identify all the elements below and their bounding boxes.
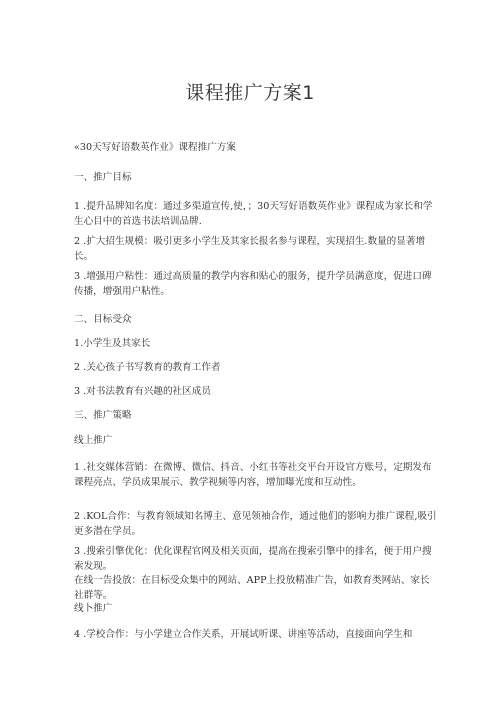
section-heading: [74, 313, 438, 328]
paragraph: 3 .增强用户粘性：通过高质量的教学内容和贴心的服务，提升学员满意度，促进口碑传播，增强用户粘性。: [74, 271, 432, 297]
paragraph: 3 .对书法教育有兴趣的社区成员: [74, 386, 211, 397]
section-heading: [74, 171, 438, 186]
paragraph: «30天写好语数英作业》课程推广方案: [74, 142, 236, 153]
paragraph: 3 .搜索引擎优化：优化课程官网及相关页面，提高在搜索引擎中的排名，便于用户搜索发现。: [74, 546, 432, 572]
list-item: [74, 545, 438, 574]
list-item: [74, 628, 438, 643]
paragraph: 线卜推广: [74, 603, 113, 614]
paragraph: 1 .提升品牌知名度：通过多渠道宣传,使，；30天写好语数英作业》课程成为家长和学生心目中的首选书法培训品牌.: [74, 201, 433, 227]
list-item: [74, 337, 438, 352]
document-title: 课程推广方案1: [185, 82, 315, 104]
list-item: [74, 235, 438, 264]
paragraph: 2 .扩大招生规模：吸引更多小学生及其家长报名参与课程，实现招生.数量的显著增长。: [74, 236, 426, 262]
paragraph: 线上推广: [74, 435, 113, 446]
list-item: [74, 200, 438, 229]
paragraph: 1 .社交媒体营销：在微博、微信、抖音、小红书等社交平台开设官方账号，定期发布课程亮点、学员成果展示、教学视频等内容，增加曝光度和互动性。: [74, 462, 432, 488]
list-item: [74, 461, 438, 490]
paragraph: 2 .关心孩子书写教育的教育工作者: [74, 362, 221, 373]
paragraph: 在线一告投放：在目标受众集中的网站、APP上投放精准广告，如教育类网站、家长社群等。: [74, 575, 430, 601]
list-item: [74, 510, 438, 539]
list-item: [74, 385, 438, 400]
paragraph: 二、目标受众: [74, 314, 132, 325]
paragraph: 一、推广目标: [74, 172, 132, 183]
paragraph: 三、推广策略: [74, 410, 132, 421]
paragraph: 1.小学生及其家长: [74, 338, 151, 349]
list-item: [74, 270, 438, 299]
course-plan-heading: [74, 141, 438, 156]
list-item: [74, 574, 438, 603]
section-heading: [74, 409, 438, 424]
subsection-heading: [74, 602, 438, 617]
list-item: [74, 361, 438, 376]
subsection-heading: [74, 434, 438, 449]
paragraph: 4 .学校合作：与小学建立合作关系，开展试听课、讲座等活动，直接面向学生和: [74, 629, 413, 640]
paragraph: 2 .KOL合作：与教育领域知名博主、意见领袖合作，通过他们的影响力推广课程,吸引更多潜在学员。: [74, 511, 437, 537]
